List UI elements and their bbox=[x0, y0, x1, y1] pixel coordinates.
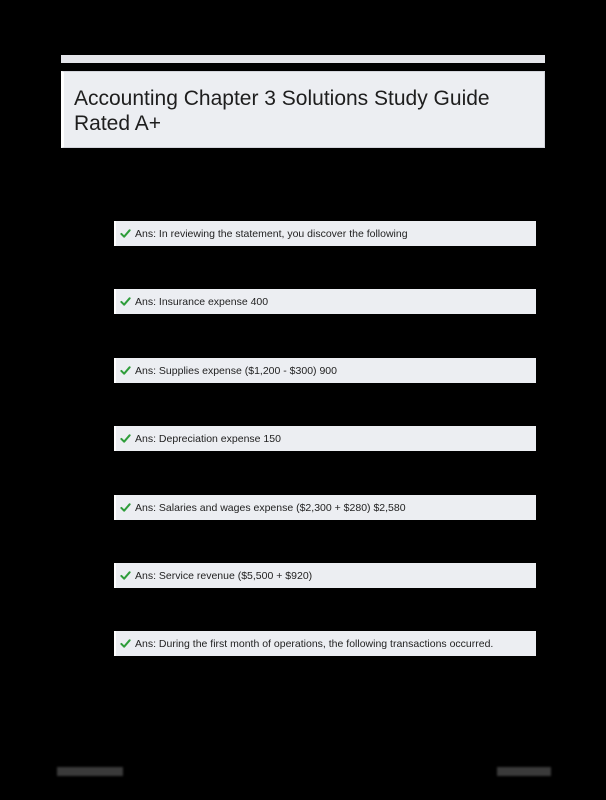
footer-watermark-left bbox=[57, 767, 123, 776]
answer-text: Ans: In reviewing the statement, you discover the following bbox=[135, 227, 408, 240]
answer-item bbox=[114, 221, 536, 246]
checkmark-icon bbox=[120, 638, 131, 649]
answer-text: Ans: Salaries and wages expense ($2,300 + $280) $2,580 bbox=[135, 501, 406, 514]
checkmark-icon bbox=[120, 365, 131, 376]
answer-text: Ans: Supplies expense ($1,200 - $300) 900 bbox=[135, 364, 337, 377]
answer-text: Ans: During the first month of operations, the following transactions occurred. bbox=[135, 637, 494, 650]
answer-item bbox=[114, 631, 536, 656]
checkmark-icon bbox=[120, 433, 131, 444]
answer-item bbox=[114, 358, 536, 383]
answer-text: Ans: Depreciation expense 150 bbox=[135, 432, 281, 445]
answer-item bbox=[114, 495, 536, 520]
checkmark-icon bbox=[120, 502, 131, 513]
answer-item bbox=[114, 563, 536, 588]
footer-page-number-blurred bbox=[497, 767, 551, 776]
checkmark-icon bbox=[120, 296, 131, 307]
header-strip bbox=[61, 55, 545, 63]
answer-text: Ans: Service revenue ($5,500 + $920) bbox=[135, 569, 313, 582]
document-title-line-1: Accounting Chapter 3 Solutions Study Guide bbox=[74, 87, 490, 110]
answer-item bbox=[114, 289, 536, 314]
title-panel bbox=[61, 71, 545, 148]
answer-text: Ans: Insurance expense 400 bbox=[135, 295, 269, 308]
document-title-line-2: Rated A+ bbox=[74, 112, 161, 135]
checkmark-icon bbox=[120, 228, 131, 239]
checkmark-icon bbox=[120, 570, 131, 581]
answer-item bbox=[114, 426, 536, 451]
